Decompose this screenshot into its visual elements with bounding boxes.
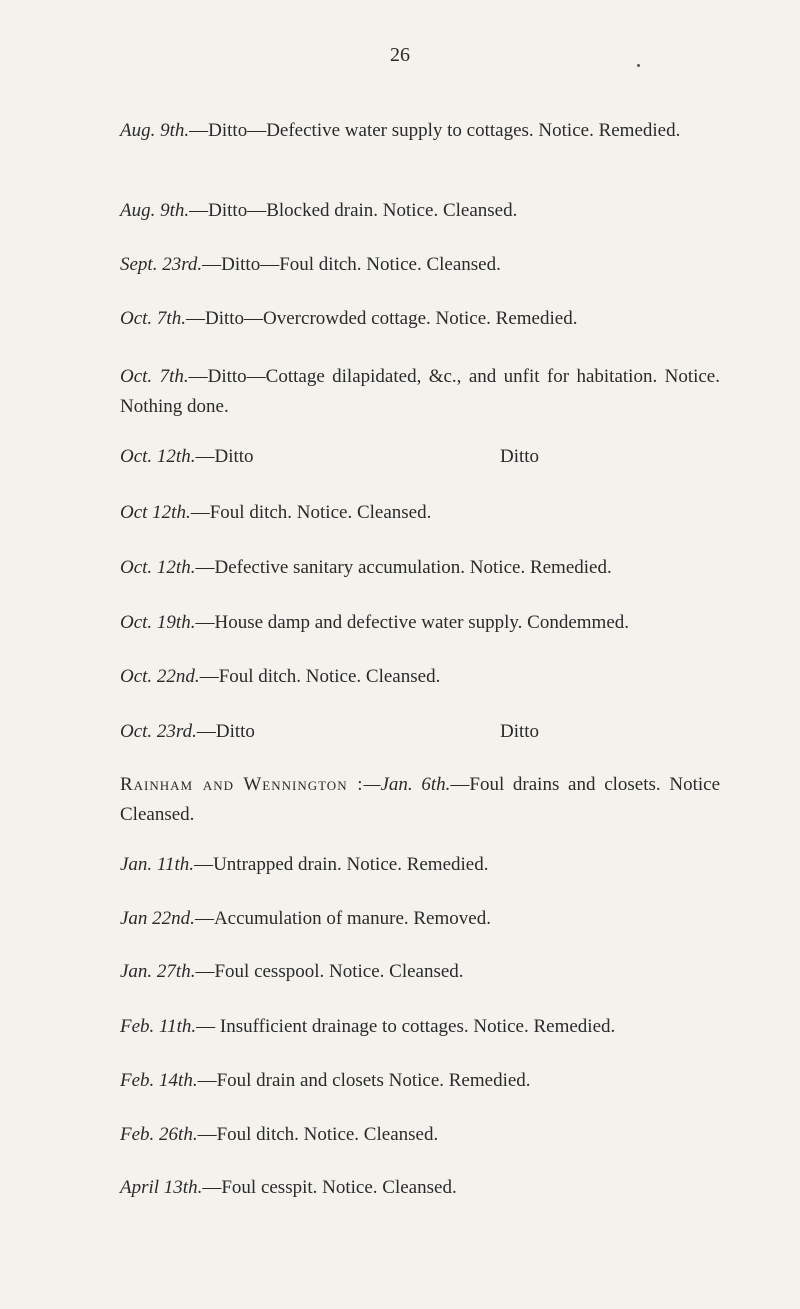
entry-text: —Ditto — [196, 721, 255, 742]
entry — [80, 1012, 720, 1042]
entry-text: —Ditto—Overcrowded cottage. Notice. Remedied. — [185, 308, 578, 329]
entry — [80, 553, 720, 583]
entry-text: —Ditto — [195, 446, 254, 467]
entry — [80, 442, 720, 472]
entry-date: Oct. 23rd. — [120, 721, 197, 742]
section-heading: Rainham and Wennington : — [120, 774, 364, 795]
entry-date: Jan. 27th. — [120, 961, 196, 982]
entry-date: Oct 12th. — [120, 502, 191, 523]
entry — [80, 304, 720, 334]
entry-date: Sept. 23rd. — [120, 254, 203, 275]
entry-text: —Accumulation of manure. Removed. — [194, 908, 491, 929]
entry-ditto: Ditto — [500, 446, 540, 467]
entry-text: —Ditto—Cottage dilapidated, &c., and unfit for habitation. Notice. Nothing done. — [120, 366, 720, 417]
entry-text: —Untrapped drain. Notice. Remedied. — [194, 854, 489, 875]
entry — [80, 717, 720, 747]
entry-date: Feb. 26th. — [120, 1124, 198, 1145]
entry-date: Feb. 14th. — [120, 1070, 198, 1091]
entry-text: —Foul ditch. Notice. Cleansed. — [197, 1124, 439, 1145]
entry-date: April 13th. — [120, 1177, 203, 1198]
ink-dot — [637, 64, 640, 67]
entry — [80, 1066, 720, 1096]
entry-text: —House damp and defective water supply. Condemmed. — [195, 612, 630, 633]
entry-date: Jan. 11th. — [120, 854, 195, 875]
entry-text: —Foul cesspool. Notice. Cleansed. — [195, 961, 464, 982]
entry-text: —Ditto—Blocked drain. Notice. Cleansed. — [189, 200, 518, 221]
entry-date: Oct. 7th. — [120, 308, 186, 329]
entry-date: Oct. 19th. — [120, 612, 196, 633]
entry-date: Feb. 11th. — [120, 1016, 197, 1037]
entry-date: —Jan. 6th. — [363, 774, 451, 795]
entry — [80, 116, 720, 146]
entry-text: —Foul drains and closets. Notice Cleansed. — [120, 774, 720, 825]
entry — [80, 196, 720, 226]
entry — [80, 362, 720, 422]
entry — [80, 250, 720, 280]
entry-date: Aug. 9th. — [120, 200, 190, 221]
entry-text: —Ditto—Defective water supply to cottages. Notice. Remedied. — [189, 120, 681, 141]
entry-text: —Ditto—Foul ditch. Notice. Cleansed. — [202, 254, 501, 275]
entry-date: Jan 22nd. — [120, 908, 195, 929]
entry-text: —Foul cesspit. Notice. Cleansed. — [202, 1177, 457, 1198]
entry-text: —Foul drain and closets Notice. Remedied. — [197, 1070, 531, 1091]
entry — [80, 498, 720, 528]
entry-text: —Foul ditch. Notice. Cleansed. — [190, 502, 432, 523]
entry — [80, 608, 720, 638]
entry — [80, 1120, 720, 1150]
entry-date: Oct. 22nd. — [120, 666, 200, 687]
entry-ditto: Ditto — [500, 721, 540, 742]
entry-text: —Foul ditch. Notice. Cleansed. — [199, 666, 441, 687]
entry — [80, 904, 720, 934]
entry — [80, 1173, 720, 1203]
page-number: 26 — [390, 44, 410, 66]
entry-date: Oct. 12th. — [120, 446, 196, 467]
entry — [80, 957, 720, 987]
entry-text: —Defective sanitary accumulation. Notice. Remedied. — [195, 557, 612, 578]
entry — [80, 850, 720, 880]
entry-date: Oct. 7th. — [120, 366, 189, 387]
entry-date: Aug. 9th. — [120, 120, 190, 141]
entry — [80, 662, 720, 692]
entry-text: — Insufficient drainage to cottages. Notice. Remedied. — [196, 1016, 616, 1037]
entry-date: Oct. 12th. — [120, 557, 196, 578]
entry — [80, 770, 720, 830]
